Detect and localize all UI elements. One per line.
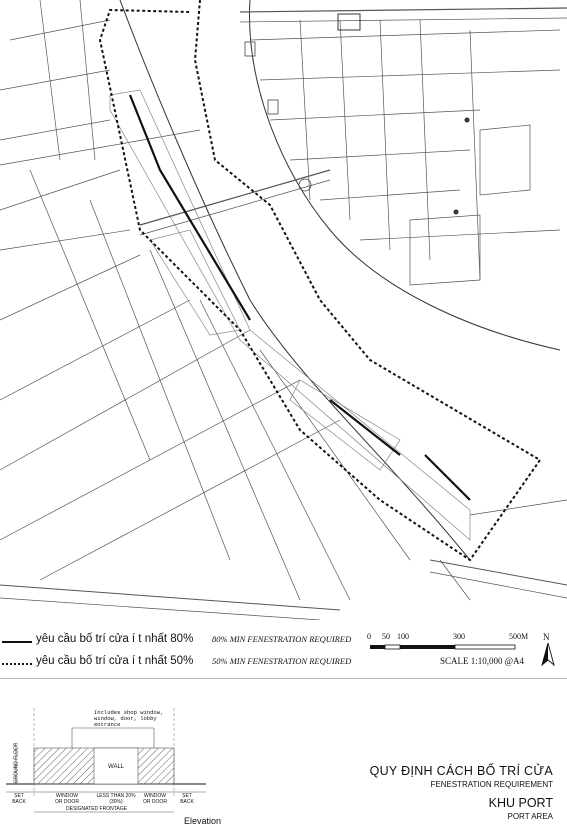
elevation-less-than: LESS THAN 20% (30%) [96, 793, 136, 805]
elevation-diagram [6, 688, 222, 828]
elevation-wall-label: WALL [108, 764, 125, 770]
legend-dotted [0, 655, 380, 673]
scale-tick-500: 500M [509, 632, 529, 641]
title-en: FENESTRATION REQUIREMENT [430, 780, 553, 789]
elevation-window-left: WINDOW OR DOOR [55, 793, 79, 805]
legend-dotted-vi: yêu cầu bố trí cửa í t nhất 50% [36, 655, 194, 667]
scale-graphic [370, 644, 530, 654]
elevation-ground-floor: GROUND FLOOR [13, 742, 20, 784]
scale-tick-300: 300 [453, 632, 465, 641]
legend-solid-vi: yêu cầu bố trí cửa í t nhất 80% [36, 633, 194, 645]
title-vi: QUY ĐỊNH CÁCH BỐ TRÍ CỬA [369, 764, 553, 778]
elevation-label: Elevation [184, 816, 222, 826]
legend-solid-en: 80% MIN FENESTRATION REQUIRED [212, 634, 352, 644]
north-arrow [538, 634, 558, 666]
section-divider [0, 678, 567, 679]
area-title-en: PORT AREA [507, 812, 553, 821]
scale-tick-0: 0 [367, 632, 371, 641]
legend-dotted-line [2, 663, 32, 665]
river-bank-east [250, 0, 560, 350]
boundary-50-percent [100, 0, 540, 560]
elevation-setback-left: SET BACK [12, 793, 26, 805]
area-title-vi: KHU PORT [488, 796, 553, 810]
north-arrow-icon [538, 643, 558, 667]
legend-dotted-en: 50% MIN FENESTRATION REQUIRED [212, 656, 352, 666]
elevation-setback-right: SET BACK [180, 793, 194, 805]
elevation-note: Includes shop window, window, door, lobby entrance [94, 709, 164, 728]
legend-solid-line [2, 641, 32, 643]
scale-text: SCALE 1:10,000 @A4 [440, 656, 525, 666]
scale-tick-50: 50 [382, 632, 390, 641]
river-bank-west [120, 0, 470, 560]
elevation-window-right: WINDOW OR DOOR [143, 793, 167, 805]
north-label: N [543, 632, 550, 642]
scale-tick-100: 100 [397, 632, 409, 641]
frontage-80-percent [130, 95, 470, 500]
elevation-frontage: DESIGNATED FRONTAGE [66, 806, 127, 812]
legend-solid [0, 633, 380, 651]
